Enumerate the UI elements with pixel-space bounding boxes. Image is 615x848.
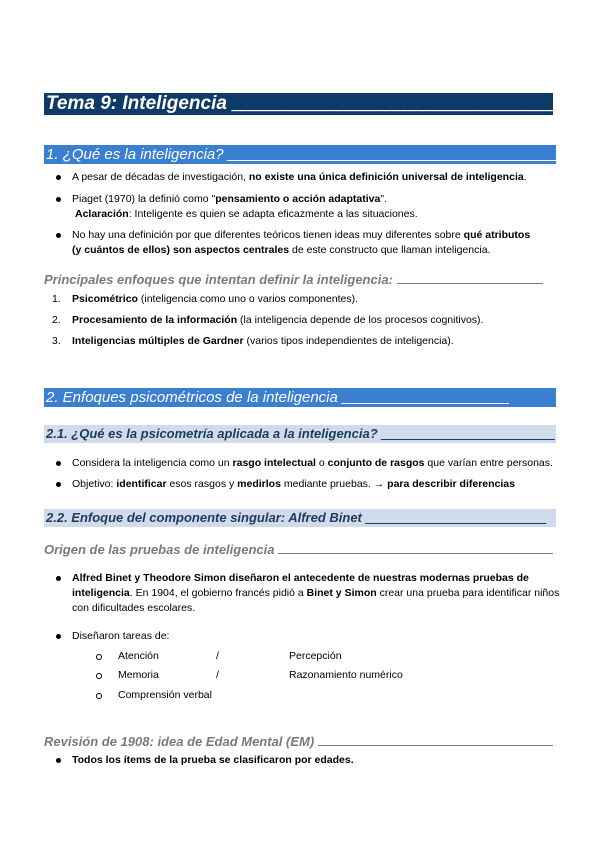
bullet-icon	[56, 634, 61, 639]
list-item	[56, 629, 561, 644]
s21-b1-bold2: conjunto de rasgos	[327, 457, 425, 469]
s1-b3-bold1: qué atributos	[463, 229, 531, 241]
enfoques-fill-line	[397, 273, 543, 284]
revision-b1-text: Todos los ítems de la prueba se clasificaron por edades.	[72, 754, 354, 766]
s21-b1-mid: o	[315, 457, 328, 469]
circle-bullet-icon	[96, 654, 102, 660]
section1-heading	[44, 145, 562, 164]
s1-b2-post: ".	[380, 193, 388, 205]
enfoque-number: 2.	[52, 314, 61, 326]
s21-b2-mid2: mediante pruebas. →	[280, 478, 388, 490]
origen-b1-pre: . En 1904, el gobierno francés pidió a	[129, 587, 307, 599]
list-item	[52, 313, 557, 328]
enfoque-rest: (la inteligencia depende de los procesos cognitivos).	[237, 314, 484, 326]
origen-b1-bold: Alfred Binet y Theodore Simon diseñaron el antecedente de nuestras modernas pruebas de inteligencia	[72, 572, 529, 599]
title-fill-line: ________________________________________	[232, 93, 615, 114]
section21-heading	[44, 425, 556, 443]
enfoque-bold: Procesamiento de la información	[72, 314, 238, 326]
section1-heading-text: 1. ¿Qué es la inteligencia?	[46, 146, 224, 163]
revision-fill-line	[318, 735, 553, 746]
s21-b2-bold1: identificar	[116, 478, 167, 490]
s1-b3-bold2: (y cuántos de ellos) son aspectos centrales	[72, 244, 290, 256]
list-item	[52, 292, 557, 307]
s1-b1-pre: A pesar de décadas de investigación,	[72, 171, 249, 183]
bullet-icon	[56, 758, 61, 763]
enfoque-number: 1.	[52, 293, 61, 305]
section21-heading-fill: ________________________	[381, 426, 555, 441]
origen-fill-line	[278, 543, 553, 554]
s21-b2-pre: Objetivo:	[72, 478, 117, 490]
section22-heading	[44, 509, 556, 527]
enfoque-number: 3.	[52, 335, 61, 347]
s1-b2-note-bold: Aclaración	[75, 208, 129, 220]
list-item	[56, 456, 561, 471]
list-item	[52, 334, 557, 349]
s1-b2-pre: Piaget (1970) la definió como "	[72, 193, 216, 205]
enfoque-bold: Inteligencias múltiples de Gardner	[72, 335, 244, 347]
enfoque-rest: (varios tipos independientes de inteligencia).	[243, 335, 454, 347]
tarea-sep: /	[216, 669, 219, 681]
section2-heading-fill: ____________________	[342, 389, 509, 406]
enfoque-rest: (inteligencia como uno o varios componentes).	[137, 293, 358, 305]
list-item	[56, 192, 561, 222]
s1-b3-pre: No hay una definición por que diferentes teóricos tienen ideas muy diferentes sobre	[72, 229, 464, 241]
s21-b2-mid: esos rasgos y	[166, 478, 238, 490]
circle-bullet-icon	[96, 673, 102, 679]
section2-heading	[44, 388, 556, 407]
enfoque-bold: Psicométrico	[72, 293, 138, 305]
section2-heading-text: 2. Enfoques psicométricos de la inteligencia	[46, 389, 338, 406]
s21-b1-post: que varían entre personas.	[424, 457, 553, 469]
bullet-icon	[56, 482, 61, 487]
s1-b2-bold: pensamiento o acción adaptativa	[215, 193, 381, 205]
section22-heading-text: 2.2. Enfoque del componente singular: Alfred Binet	[46, 510, 362, 525]
s21-b1-pre: Considera la inteligencia como un	[72, 457, 233, 469]
enfoques-heading-text: Principales enfoques que intentan definir la inteligencia:	[44, 272, 393, 287]
tarea-b: Razonamiento numérico	[289, 669, 403, 681]
s21-b2-bold3: para describir diferencias	[387, 478, 515, 490]
tarea-b: Percepción	[289, 650, 342, 662]
list-item	[56, 170, 561, 185]
list-item	[56, 477, 561, 492]
origen-heading	[44, 542, 556, 558]
section1-heading-fill: ________________________________________	[227, 146, 562, 163]
page-title	[44, 93, 615, 115]
tarea-a: Atención	[118, 650, 159, 662]
s1-b3-post: de este constructo que llaman inteligencia.	[289, 244, 491, 256]
bullet-icon	[56, 197, 61, 202]
list-item	[56, 753, 561, 768]
circle-bullet-icon	[96, 693, 102, 699]
tarea-a: Memoria	[118, 669, 159, 681]
revision-heading	[44, 734, 556, 750]
list-item	[56, 228, 561, 258]
s1-b1-bold: no existe una única definición universal de inteligencia	[248, 171, 524, 183]
origen-heading-text: Origen de las pruebas de inteligencia	[44, 542, 275, 557]
section22-heading-fill: _________________________	[365, 510, 547, 525]
section21-heading-text: 2.1. ¿Qué es la psicometría aplicada a la inteligencia?	[46, 426, 378, 441]
revision-heading-text: Revisión de 1908: idea de Edad Mental (EM)	[44, 734, 315, 749]
enfoques-heading	[44, 272, 556, 288]
tarea-sep: /	[216, 650, 219, 662]
tarea-a: Comprensión verbal	[118, 689, 212, 701]
origen-b1-post: crear una prueba para identificar niños con dificultades escolares.	[72, 587, 560, 614]
s21-b1-bold1: rasgo intelectual	[232, 457, 316, 469]
list-item	[56, 571, 561, 616]
bullet-icon	[56, 233, 61, 238]
s21-b2-bold2: medirlos	[237, 478, 281, 490]
title-text: Tema 9: Inteligencia	[46, 93, 227, 114]
bullet-icon	[56, 461, 61, 466]
bullet-icon	[56, 576, 61, 581]
origen-b1-bold2: Binet y Simon	[306, 587, 377, 599]
s1-b2-note: : Inteligente es quien se adapta eficazmente a las situaciones.	[128, 208, 418, 220]
origen-b2-text: Diseñaron tareas de:	[72, 630, 170, 642]
bullet-icon	[56, 175, 61, 180]
s1-b1-post: .	[523, 171, 527, 183]
